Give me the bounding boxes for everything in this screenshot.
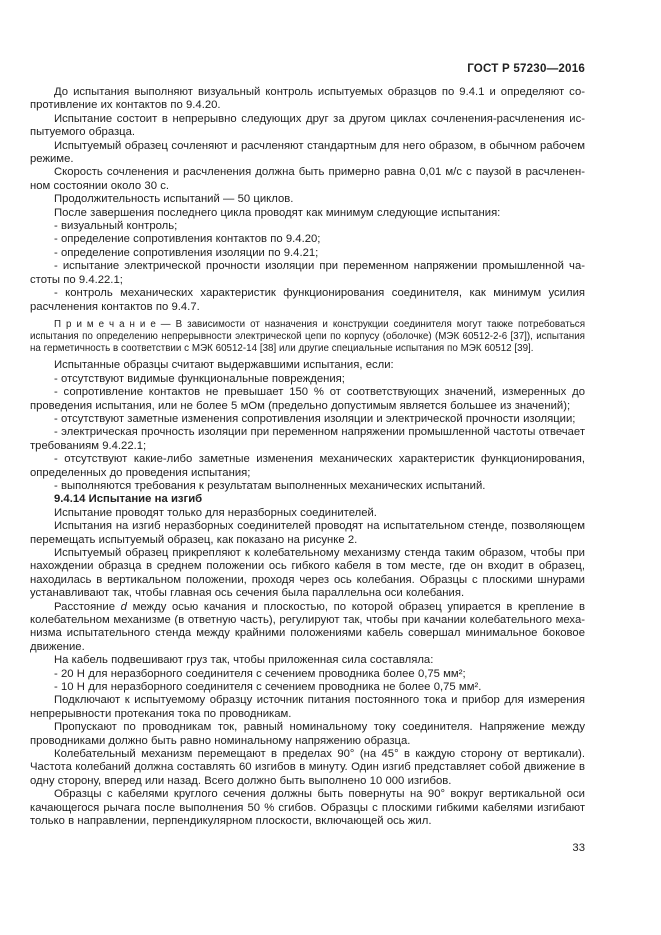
body-paragraph: - контроль механических характеристик функционирования соединителя, как минимум усилия расчленения контактов по 9.4.7.	[30, 287, 585, 313]
body-paragraph: - электрическая прочность изоляции при переменном напряжении промышленной частоты отвечает требованиям 9.4.22.1;	[30, 426, 585, 452]
standard-designation: ГОСТ Р 57230—2016	[467, 62, 585, 75]
body-paragraph: Испытуемый образец сочленяют и расчленяют стандартным для него образом, в обычном рабочем режиме.	[30, 139, 585, 166]
paragraph-list	[30, 86, 585, 829]
body-paragraph: Образцы с кабелями круглого сечения должны быть повернуты на 90° вокруг вертикальной оси качающегося рычага после выполнения 50 % сгибов. Образцы с плоскими гибкими кабелями изгибают только в направлении, перпендикулярном плоскости, включающей ось жил.	[30, 788, 585, 828]
body-paragraph: Пропускают по проводникам ток, равный номинальному току соединителя. Напряжение между проводниками должно быть равно номинальному напряжению образца.	[30, 721, 585, 747]
body-paragraph: - отсутствуют какие-либо заметные изменения механических характеристик функционирования, определенных до проведения испытания;	[30, 453, 585, 479]
body-paragraph: На кабель подвешивают груз так, чтобы приложенная сила составляла:	[54, 654, 434, 667]
body-paragraph: Скорость сочленения и расчленения должна быть примерно равна 0,01 м/с с паузой в расчлененном состоянии около 30 с.	[30, 166, 585, 192]
body-paragraph: Испытание состоит в непрерывно следующих друг за другом циклах сочленения-расчленения испытуемого образца.	[30, 112, 585, 139]
text-run: Расстояние	[54, 600, 121, 613]
body-paragraph: - 20 Н для неразборного соединителя с сечением проводника более 0,75 мм²;	[54, 667, 466, 680]
body-paragraph: - определение сопротивления изоляции по 9.4.21;	[54, 246, 319, 259]
body-paragraph: До испытания выполняют визуальный контроль испытуемых образцов по 9.4.1 и определяют сопротивление их контактов по 9.4.20.	[30, 86, 585, 112]
body-paragraph: Подключают к испытуемому образцу источник питания постоянного тока и прибор для измерения непрерывности протекания тока по проводникам.	[30, 694, 585, 720]
body-paragraph	[30, 601, 585, 655]
body-paragraph: Испытанные образцы считают выдержавшими испытания, если:	[54, 359, 394, 372]
body-paragraph: - отсутствуют заметные изменения сопротивления изоляции и электрической прочности изоляции;	[54, 412, 576, 425]
variable-d: d	[120, 600, 127, 613]
body-paragraph: - определение сопротивления контактов по 9.4.20;	[54, 233, 321, 246]
body-paragraph: Испытание проводят только для неразборных соединителей.	[54, 506, 377, 519]
note-paragraph: П р и м е ч а н и е — В зависимости от назначения и конструкции соединителя могут также потребоваться испытания по определению непрерывности электрической цепи по корпусу (оболочке) (МЭК 60512-2-6 [37]), испытания на герметичность в соответствии с МЭК 60512-14 [38] или другие специальные испытания по МЭК 60512 [39].	[30, 318, 585, 354]
page-number: 33	[572, 842, 585, 854]
body-paragraph: - отсутствуют видимые функциональные повреждения;	[54, 372, 345, 385]
body-paragraph: Колебательный механизм перемещают в пределах 90° (на 45° в каждую сторону от вертикали). Частота колебаний должна составлять 60 изгибов в минуту. Один изгиб представляет собой движение в одну сторону, вперед или назад. Всего должно быть выполнено 10 000 изгибов.	[30, 748, 585, 787]
text-run: между осью качания и плоскостью, по которой образец упирается в крепление в колебательном механизме (в ответную часть), регулируют так, чтобы при качании колебательного механизма испытательного стенда между крайними положениями кабель совершал минимальное боковое движение.	[30, 600, 585, 653]
body-paragraph: После завершения последнего цикла проводят как минимум следующие испытания:	[54, 206, 501, 219]
body-paragraph: - визуальный контроль;	[54, 220, 178, 233]
section-heading: 9.4.14 Испытание на изгиб	[54, 493, 203, 506]
body-paragraph: Продолжительность испытаний — 50 циклов.	[54, 193, 294, 206]
body-paragraph: - выполняются требования к результатам выполненных механических испытаний.	[54, 479, 486, 492]
body-paragraph: Испытания на изгиб неразборных соединителей проводят на испытательном стенде, позволяющем перемещать испытуемый образец, как показано на рисунке 2.	[30, 520, 585, 546]
body-paragraph: - испытание электрической прочности изоляции при переменном напряжении промышленной частоты по 9.4.22.1;	[30, 260, 585, 286]
body-paragraph: Испытуемый образец прикрепляют к колебательному механизму стенда таким образом, чтобы при нахождении образца в среднем положении ось гибкого кабеля в том месте, где он входит в образец, находилась в вертикальном положении, проходя через ось колебания. Образцы с плоскими шнурами устанавливают так, чтобы главная ось сечения была параллельна оси колебания.	[30, 546, 585, 600]
body-paragraph: - 10 Н для неразборного соединителя с сечением проводника не более 0,75 мм².	[54, 681, 482, 694]
body-paragraph: - сопротивление контактов не превышает 150 % от соответствующих значений, измеренных до проведения испытания, или не более 5 мОм (предельно допустимым является большее из значений);	[30, 386, 585, 412]
